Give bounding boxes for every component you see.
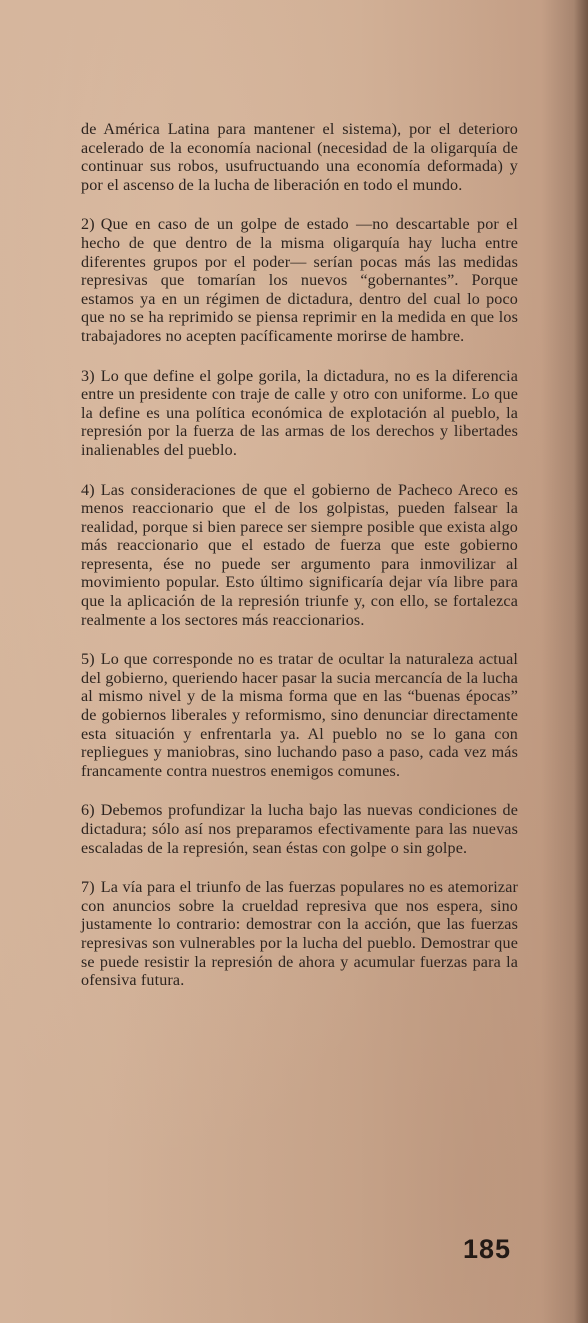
paragraph-continuation	[81, 121, 518, 195]
paragraph-text: Que en caso de un golpe de estado —no descartable por el hecho de que dentro de la misma oligarquía hay lucha entre diferentes grupos por el poder— serían pocas más las medidas represivas que tomarían los nuevos “gobernantes”. Porque estamos ya en un régimen de dictadura, dentro del cual lo poco que no se ha reprimido se piensa reprimir en la medida en que los trabajadores no acepten pacíficamente morirse de hambre.	[81, 216, 518, 345]
paragraph-number: 5)	[81, 651, 95, 669]
paragraph-text: Debemos profundizar la lucha bajo las nuevas condiciones de dictadura; sólo así nos preparamos efectivamente para las nuevas escaladas de la represión, sean éstas con golpe o sin golpe.	[81, 802, 518, 857]
paragraph-7	[81, 879, 518, 991]
paragraph-text: La vía para el triunfo de las fuerzas populares no es atemorizar con anuncios sobre la crueldad represiva que nos espera, sino justamente lo contrario: demostrar con la acción, que las fuerzas represivas son vulnerables por la lucha del pueblo. Demostrar que se puede resistir la represión de ahora y acumular fuerzas para la ofensiva futura.	[81, 879, 518, 990]
paragraph-number: 2)	[81, 216, 95, 234]
paragraph-6	[81, 802, 518, 858]
paragraph-text: Lo que corresponde no es tratar de ocultar la naturaleza actual del gobierno, queriendo hacer pasar la sucia mercancía de la lucha al mismo nivel y de la misma forma que en las “buenas épocas” de gobiernos liberales y reformismo, sino denunciar directamente esta situación y enfrentarla ya. Al pueblo no se lo gana con repliegues y maniobras, sino luchando paso a paso, cada vez más francamente contra nuestros enemigos comunes.	[81, 651, 518, 780]
paragraph-text: de América Latina para mantener el sistema), por el deterioro acelerado de la economía nacional (necesidad de la oligarquía de continuar sus robos, usufructuando una economía deformada) y por el ascenso de la lucha de liberación en todo el mundo.	[81, 121, 518, 194]
body-text	[81, 121, 518, 1012]
paragraph-text: Las consideraciones de que el gobierno de Pacheco Areco es menos reaccionario que el de los golpistas, pueden falsear la realidad, porque si bien parece ser siempre posible que exista algo más reaccionario que el estado de fuerza que este gobierno representa, ése no puede ser argumento para inmovilizar al movimiento popular. Esto último significaría dejar vía libre para que la aplicación de la represión triunfe y, con ello, se fortalezca realmente a los sectores más reaccionarios.	[81, 481, 518, 629]
paragraph-text: Lo que define el golpe gorila, la dictadura, no es la diferencia entre un presidente con traje de calle y otro con uniforme. Lo que la define es una política económica de explotación al pueblo, la represión por la fuerza de las armas de los derechos y libertades inalienables del pueblo.	[81, 367, 518, 459]
paragraph-2	[81, 216, 518, 346]
paragraph-number: 4)	[81, 481, 95, 499]
paragraph-5	[81, 651, 518, 781]
paragraph-3	[81, 368, 518, 461]
page-number: 185	[463, 1234, 512, 1264]
page-edge-shadow	[574, 0, 588, 1323]
paragraph-number: 7)	[81, 879, 95, 897]
paragraph-number: 3)	[81, 367, 95, 385]
paragraph-4	[81, 482, 518, 631]
paragraph-number: 6)	[81, 802, 95, 820]
